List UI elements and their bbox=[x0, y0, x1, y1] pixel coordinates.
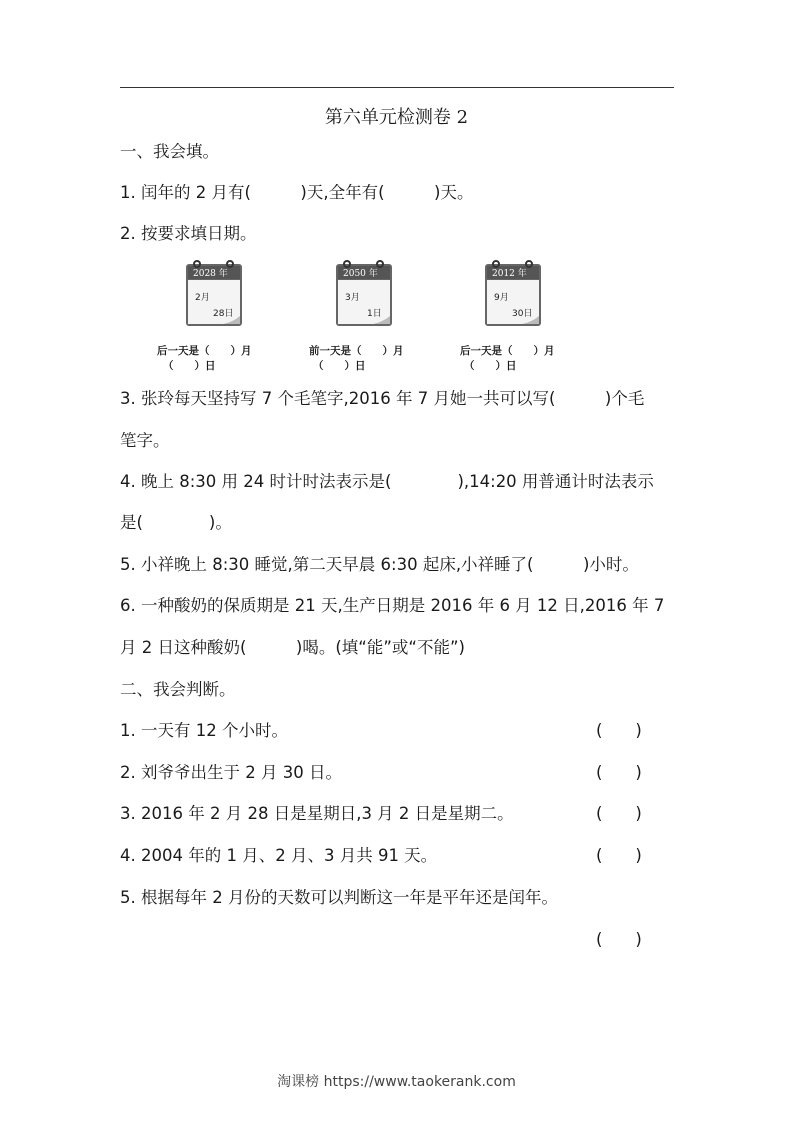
question-1-3-cont: 笔字。 bbox=[120, 431, 170, 450]
question-1-5: 5. 小祥晚上 8:30 睡觉,第二天早晨 6:30 起床,小祥睡了( )小时。 bbox=[120, 555, 639, 574]
page-title: 第六单元检测卷 2 bbox=[324, 107, 469, 128]
calendar-question-day: （ ）日 bbox=[313, 360, 366, 372]
question-1-6: 6. 一种酸奶的保质期是 21 天,生产日期是 2016 年 6 月 12 日,2016 年 7 bbox=[120, 596, 665, 615]
judge-item-text: 4. 2004 年的 1 月、2 月、3 月共 91 天。 bbox=[120, 846, 438, 865]
judge-item-text: 5. 根据每年 2 月份的天数可以判断这一年是平年还是闰年。 bbox=[120, 888, 558, 907]
judge-item-text: 2. 刘爷爷出生于 2 月 30 日。 bbox=[120, 763, 342, 782]
footer-watermark[interactable]: 淘课榜 https://www.taokerank.com bbox=[277, 1074, 516, 1090]
calendar-day: 28日 bbox=[213, 309, 234, 319]
question-1-1: 1. 闰年的 2 月有( )天,全年有( )天。 bbox=[120, 183, 474, 202]
answer-blank[interactable]: ( ) bbox=[596, 930, 642, 949]
answer-blank[interactable]: ( ) bbox=[596, 804, 642, 823]
question-1-3: 3. 张玲每天坚持写 7 个毛笔字,2016 年 7 月她一共可以写( )个毛 bbox=[120, 389, 645, 408]
calendar-day: 1日 bbox=[367, 309, 382, 319]
calendar-icon bbox=[183, 256, 245, 328]
calendar-question-day: （ ）日 bbox=[464, 360, 517, 372]
calendar-month: 3月 bbox=[345, 293, 360, 303]
calendar-year: 2028 年 bbox=[193, 269, 228, 279]
question-1-4-cont: 是( )。 bbox=[120, 513, 232, 532]
judge-item-text: 1. 一天有 12 个小时。 bbox=[120, 721, 288, 740]
header-rule bbox=[120, 87, 674, 88]
answer-blank[interactable]: ( ) bbox=[596, 763, 642, 782]
section2-heading: 二、我会判断。 bbox=[120, 680, 236, 699]
calendar-question: 前一天是（ ）月 bbox=[309, 345, 404, 357]
calendar-year: 2012 年 bbox=[492, 269, 527, 279]
question-1-2: 2. 按要求填日期。 bbox=[120, 224, 257, 243]
judge-item-text: 3. 2016 年 2 月 28 日是星期日,3 月 2 日是星期二。 bbox=[120, 804, 514, 823]
question-1-4: 4. 晚上 8:30 用 24 时计时法表示是( ),14:20 用普通计时法表示 bbox=[120, 472, 654, 491]
calendar-month: 9月 bbox=[494, 293, 509, 303]
answer-blank[interactable]: ( ) bbox=[596, 846, 642, 865]
section1-heading: 一、我会填。 bbox=[120, 142, 219, 161]
question-1-6-cont: 月 2 日这种酸奶( )喝。(填“能”或“不能”) bbox=[120, 638, 465, 657]
calendar-month: 2月 bbox=[195, 293, 210, 303]
calendar-question: 后一天是（ ）月 bbox=[157, 345, 252, 357]
calendar-day: 30日 bbox=[512, 309, 533, 319]
answer-blank[interactable]: ( ) bbox=[596, 721, 642, 740]
calendar-question-day: （ ）日 bbox=[163, 360, 216, 372]
calendar-year: 2050 年 bbox=[343, 269, 378, 279]
calendar-icon bbox=[482, 256, 544, 328]
calendar-question: 后一天是（ ）月 bbox=[460, 345, 555, 357]
calendar-icon bbox=[333, 256, 395, 328]
